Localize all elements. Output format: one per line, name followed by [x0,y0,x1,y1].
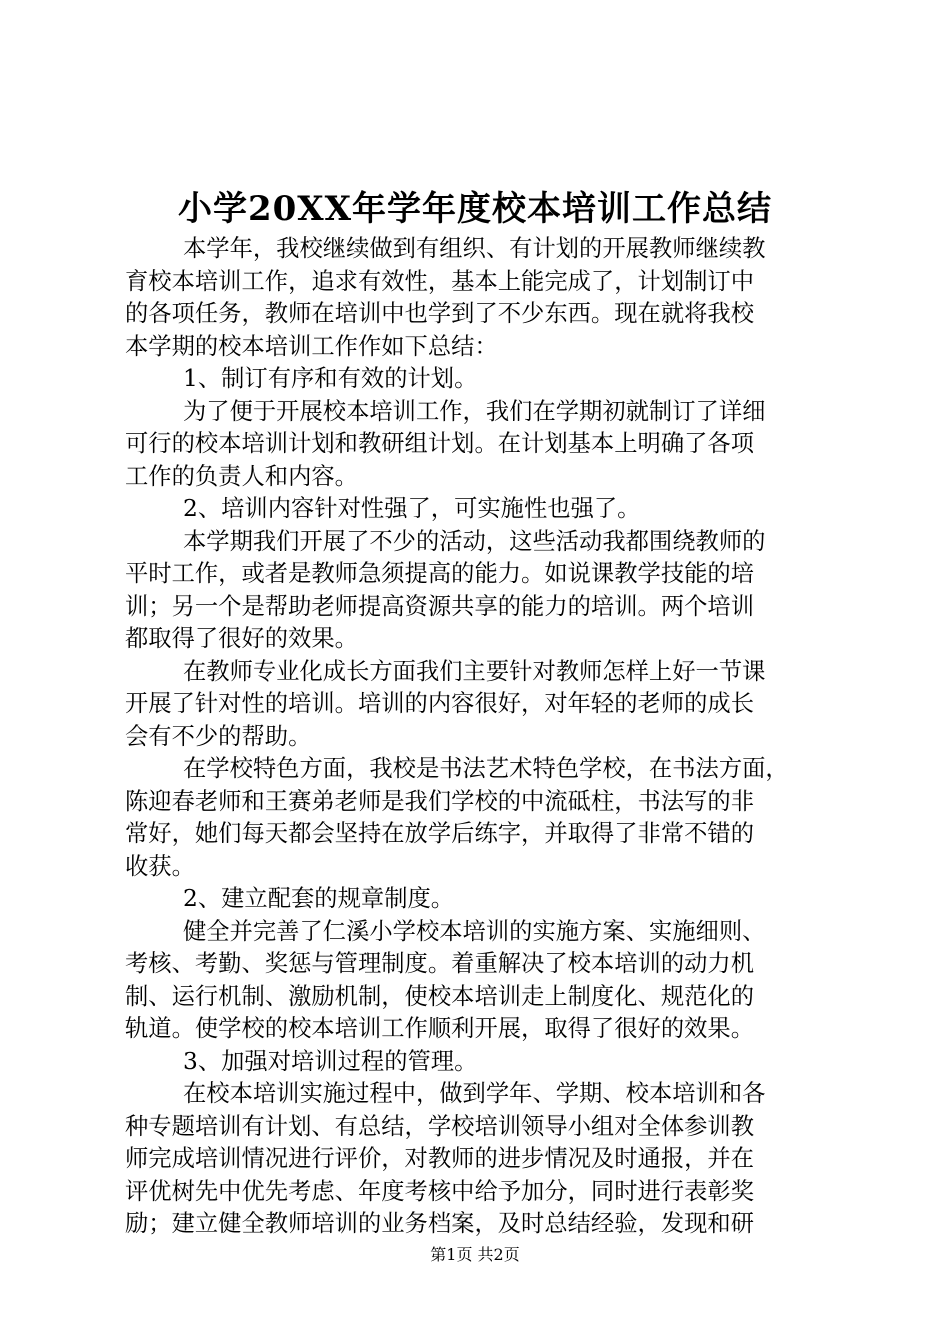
text-line: 在校本培训实施过程中，做到学年、学期、校本培训和各 [183,1080,766,1107]
text-line: 考核、考勤、奖惩与管理制度。着重解决了校本培训的动力机 [125,950,755,977]
text-line: 会有不少的帮助。 [125,722,312,750]
text-line: 轨道。使学校的校本培训工作顺利开展，取得了很好的效果。 [125,1015,755,1042]
text-line: 开展了针对性的培训。培训的内容很好，对年轻的老师的成长 [125,690,755,717]
text-line: 师完成培训情况进行评价，对教师的进步情况及时通报，并在 [125,1145,755,1172]
text-line: 本学期的校本培训工作作如下总结： [125,332,498,360]
text-line: 制、运行机制、激励机制，使校本培训走上制度化、规范化的 [125,982,755,1010]
text-line: 工作的负责人和内容。 [125,462,358,490]
section-heading: 1、制订有序和有效的计划。 [183,365,478,392]
text-line: 可行的校本培训计划和教研组计划。在计划基本上明确了各项 [125,430,755,457]
text-line: 本学年，我校继续做到有组织、有计划的开展教师继续教 [183,235,766,262]
text-line: 在学校特色方面，我校是书法艺术特色学校，在书法方面， [183,755,789,782]
text-line: 评优树先中优先考虑、年度考核中给予加分，同时进行表彰奖 [125,1177,755,1205]
section-heading: 3、加强对培训过程的管理。 [183,1047,478,1075]
text-line: 在教师专业化成长方面我们主要针对教师怎样上好一节课 [183,657,766,685]
text-line: 本学期我们开展了不少的活动，这些活动我都围绕教师的 [183,527,766,555]
document-body [125,233,830,1241]
text-line: 收获。 [125,852,195,880]
text-line: 训；另一个是帮助老师提高资源共享的能力的培训。两个培训 [125,592,755,620]
text-line: 常好，她们每天都会坚持在放学后练字，并取得了非常不错的 [125,820,755,847]
text-line: 陈迎春老师和王赛弟老师是我们学校的中流砥柱，书法写的非 [125,787,755,815]
text-line: 育校本培训工作，追求有效性，基本上能完成了，计划制订中 [125,267,755,295]
text-line: 都取得了很好的效果。 [125,625,358,652]
text-line: 的各项任务，教师在培训中也学到了不少东西。现在就将我校 [125,300,755,327]
page-number-footer: 第1页 共2页 [430,1245,520,1264]
text-line: 励；建立健全教师培训的业务档案，及时总结经验，发现和研 [125,1210,755,1237]
text-line: 为了便于开展校本培训工作，我们在学期初就制订了详细 [183,397,766,425]
section-heading: 2、培训内容针对性强了，可实施性也强了。 [183,495,641,522]
text-line: 健全并完善了仁溪小学校本培训的实施方案、实施细则、 [183,917,766,945]
text-line: 种专题培训有计划、有总结，学校培训领导小组对全体参训教 [125,1112,755,1140]
document-title: 小学20XX年学年度校本培训工作总结 [177,189,773,229]
section-heading: 2、建立配套的规章制度。 [183,885,455,912]
text-line: 平时工作，或者是教师急须提高的能力。如说课教学技能的培 [125,560,755,587]
